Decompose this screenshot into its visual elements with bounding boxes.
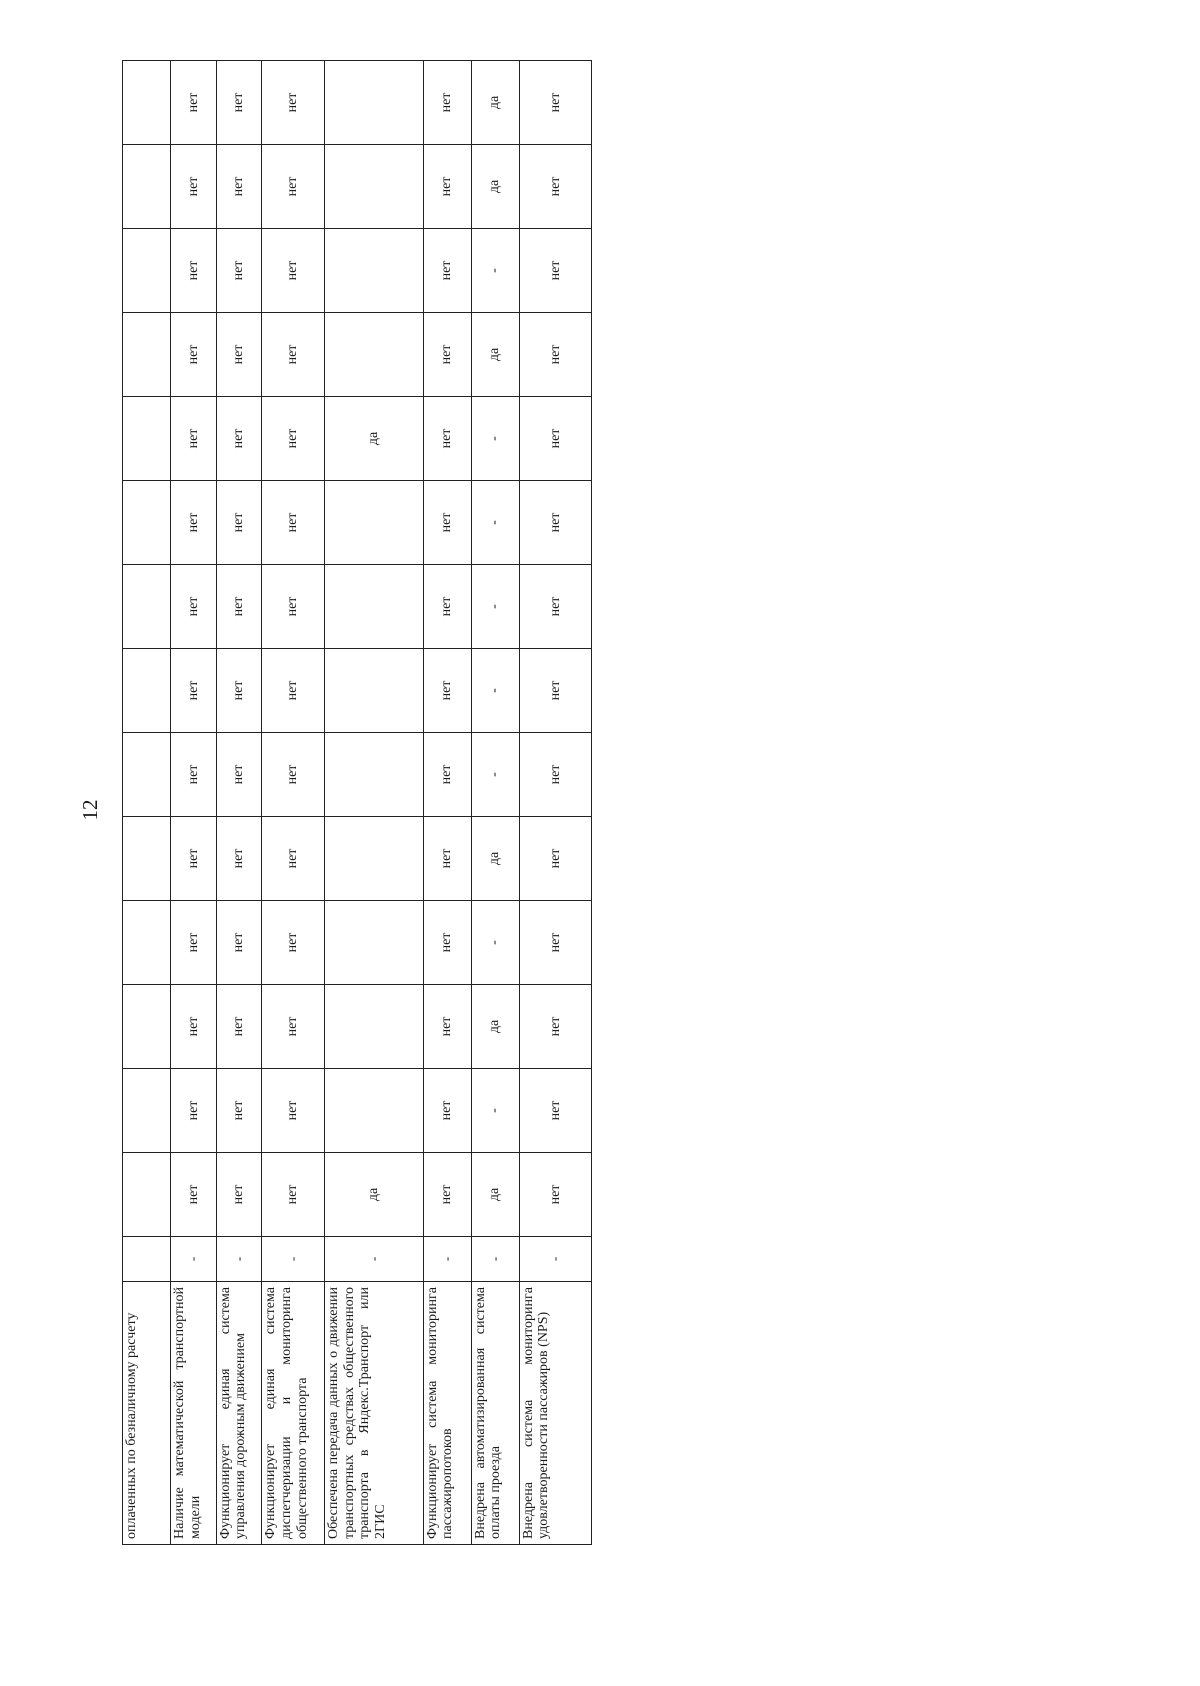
row-baseline-cell: - — [471, 1237, 519, 1282]
value-cell: - — [471, 733, 519, 817]
value-cell: нет — [423, 145, 471, 229]
value-cell — [123, 481, 171, 565]
value-cell: нет — [216, 985, 262, 1069]
value-cell: нет — [423, 313, 471, 397]
value-cell — [123, 61, 171, 145]
value-cell: - — [471, 901, 519, 985]
value-cell: - — [471, 397, 519, 481]
value-cell: нет — [262, 481, 325, 565]
value-cell — [123, 733, 171, 817]
value-cell: да — [471, 817, 519, 901]
value-cell: нет — [423, 649, 471, 733]
value-cell: нет — [262, 1069, 325, 1153]
value-cell: нет — [519, 481, 591, 565]
value-cell: нет — [519, 229, 591, 313]
value-cell — [325, 817, 424, 901]
value-cell: нет — [216, 229, 262, 313]
table-row — [216, 61, 262, 1545]
table-row — [471, 61, 519, 1545]
value-cell — [123, 229, 171, 313]
value-cell: нет — [519, 901, 591, 985]
value-cell: нет — [171, 313, 217, 397]
value-cell: да — [471, 985, 519, 1069]
value-cell: нет — [423, 1153, 471, 1237]
row-label: Наличие математической транспортной модели — [171, 1282, 217, 1545]
value-cell: нет — [171, 733, 217, 817]
value-cell: нет — [423, 733, 471, 817]
value-cell: нет — [171, 649, 217, 733]
value-cell — [325, 985, 424, 1069]
row-baseline-cell: - — [423, 1237, 471, 1282]
value-cell: нет — [519, 61, 591, 145]
row-label: Функционирует единая система управления дорожным движением — [216, 1282, 262, 1545]
indicators-table — [122, 60, 592, 1545]
value-cell: - — [471, 565, 519, 649]
value-cell: да — [471, 61, 519, 145]
value-cell: - — [471, 1069, 519, 1153]
row-baseline-cell: - — [216, 1237, 262, 1282]
value-cell: нет — [423, 229, 471, 313]
value-cell: нет — [262, 901, 325, 985]
value-cell: нет — [216, 481, 262, 565]
value-cell: нет — [519, 1069, 591, 1153]
value-cell: нет — [216, 817, 262, 901]
value-cell: нет — [216, 1153, 262, 1237]
value-cell: нет — [171, 481, 217, 565]
value-cell: да — [325, 1153, 424, 1237]
table-row — [325, 61, 424, 1545]
value-cell — [325, 1069, 424, 1153]
row-label: оплаченных по безналичному расчету — [123, 1282, 171, 1545]
value-cell — [123, 1153, 171, 1237]
value-cell: нет — [171, 229, 217, 313]
value-cell — [325, 313, 424, 397]
value-cell: нет — [171, 1069, 217, 1153]
value-cell: нет — [262, 817, 325, 901]
value-cell — [325, 481, 424, 565]
row-label: Внедрена автоматизированная система оплаты проезда — [471, 1282, 519, 1545]
value-cell: нет — [423, 985, 471, 1069]
table-row — [519, 61, 591, 1545]
row-baseline-cell: - — [325, 1237, 424, 1282]
value-cell — [123, 1069, 171, 1153]
page-number: 12 — [78, 799, 102, 821]
value-cell: нет — [262, 397, 325, 481]
value-cell: нет — [423, 61, 471, 145]
row-baseline-cell: - — [171, 1237, 217, 1282]
value-cell: нет — [171, 145, 217, 229]
value-cell: нет — [519, 817, 591, 901]
value-cell: нет — [423, 1069, 471, 1153]
value-cell: нет — [423, 817, 471, 901]
value-cell — [325, 565, 424, 649]
table-row — [262, 61, 325, 1545]
value-cell: нет — [262, 565, 325, 649]
value-cell: нет — [519, 313, 591, 397]
value-cell: нет — [423, 397, 471, 481]
value-cell: нет — [423, 565, 471, 649]
value-cell: нет — [171, 397, 217, 481]
value-cell: нет — [423, 901, 471, 985]
value-cell: нет — [262, 649, 325, 733]
value-cell: нет — [171, 565, 217, 649]
value-cell: нет — [262, 145, 325, 229]
value-cell: нет — [171, 61, 217, 145]
row-label: Обеспечена передача данных о движении транспортных средствах общественного транспорта в Яндекс.Транспорт или 2ГИС — [325, 1282, 424, 1545]
value-cell: нет — [171, 985, 217, 1069]
value-cell: нет — [519, 1153, 591, 1237]
value-cell — [325, 649, 424, 733]
value-cell: - — [471, 229, 519, 313]
value-cell: нет — [216, 61, 262, 145]
value-cell: нет — [423, 481, 471, 565]
value-cell: да — [471, 313, 519, 397]
value-cell: да — [471, 145, 519, 229]
value-cell: да — [325, 397, 424, 481]
value-cell — [123, 145, 171, 229]
value-cell: нет — [519, 649, 591, 733]
value-cell: нет — [519, 397, 591, 481]
value-cell: нет — [262, 61, 325, 145]
value-cell — [325, 145, 424, 229]
value-cell: нет — [171, 817, 217, 901]
value-cell: нет — [262, 1153, 325, 1237]
value-cell: нет — [216, 145, 262, 229]
value-cell: нет — [519, 985, 591, 1069]
row-baseline-cell: - — [262, 1237, 325, 1282]
value-cell: нет — [216, 649, 262, 733]
value-cell: нет — [216, 397, 262, 481]
value-cell: нет — [519, 733, 591, 817]
value-cell: нет — [262, 313, 325, 397]
value-cell: нет — [519, 145, 591, 229]
row-baseline-cell: - — [519, 1237, 591, 1282]
row-label: Функционирует единая система диспетчеризации и мониторинга общественного транспорта — [262, 1282, 325, 1545]
value-cell: нет — [216, 313, 262, 397]
value-cell — [325, 61, 424, 145]
value-cell: нет — [171, 901, 217, 985]
value-cell: нет — [216, 901, 262, 985]
value-cell: - — [471, 649, 519, 733]
row-label: Внедрена система мониторинга удовлетворенности пассажиров (NPS) — [519, 1282, 591, 1545]
value-cell: нет — [216, 733, 262, 817]
value-cell — [123, 397, 171, 481]
value-cell — [123, 565, 171, 649]
table-row — [123, 61, 171, 1545]
value-cell: нет — [171, 1153, 217, 1237]
value-cell — [123, 985, 171, 1069]
value-cell — [325, 733, 424, 817]
value-cell: да — [471, 1153, 519, 1237]
value-cell: нет — [519, 565, 591, 649]
value-cell: нет — [216, 1069, 262, 1153]
row-label: Функционирует система мониторинга пассажиропотоков — [423, 1282, 471, 1545]
value-cell: нет — [262, 985, 325, 1069]
table-row — [423, 61, 471, 1545]
table-container — [122, 92, 592, 1545]
value-cell: нет — [216, 565, 262, 649]
value-cell — [325, 229, 424, 313]
row-baseline-cell — [123, 1237, 171, 1282]
value-cell: - — [471, 481, 519, 565]
table-row — [171, 61, 217, 1545]
value-cell — [123, 313, 171, 397]
value-cell — [325, 901, 424, 985]
value-cell: нет — [262, 229, 325, 313]
value-cell: нет — [262, 733, 325, 817]
value-cell — [123, 817, 171, 901]
value-cell — [123, 649, 171, 733]
value-cell — [123, 901, 171, 985]
